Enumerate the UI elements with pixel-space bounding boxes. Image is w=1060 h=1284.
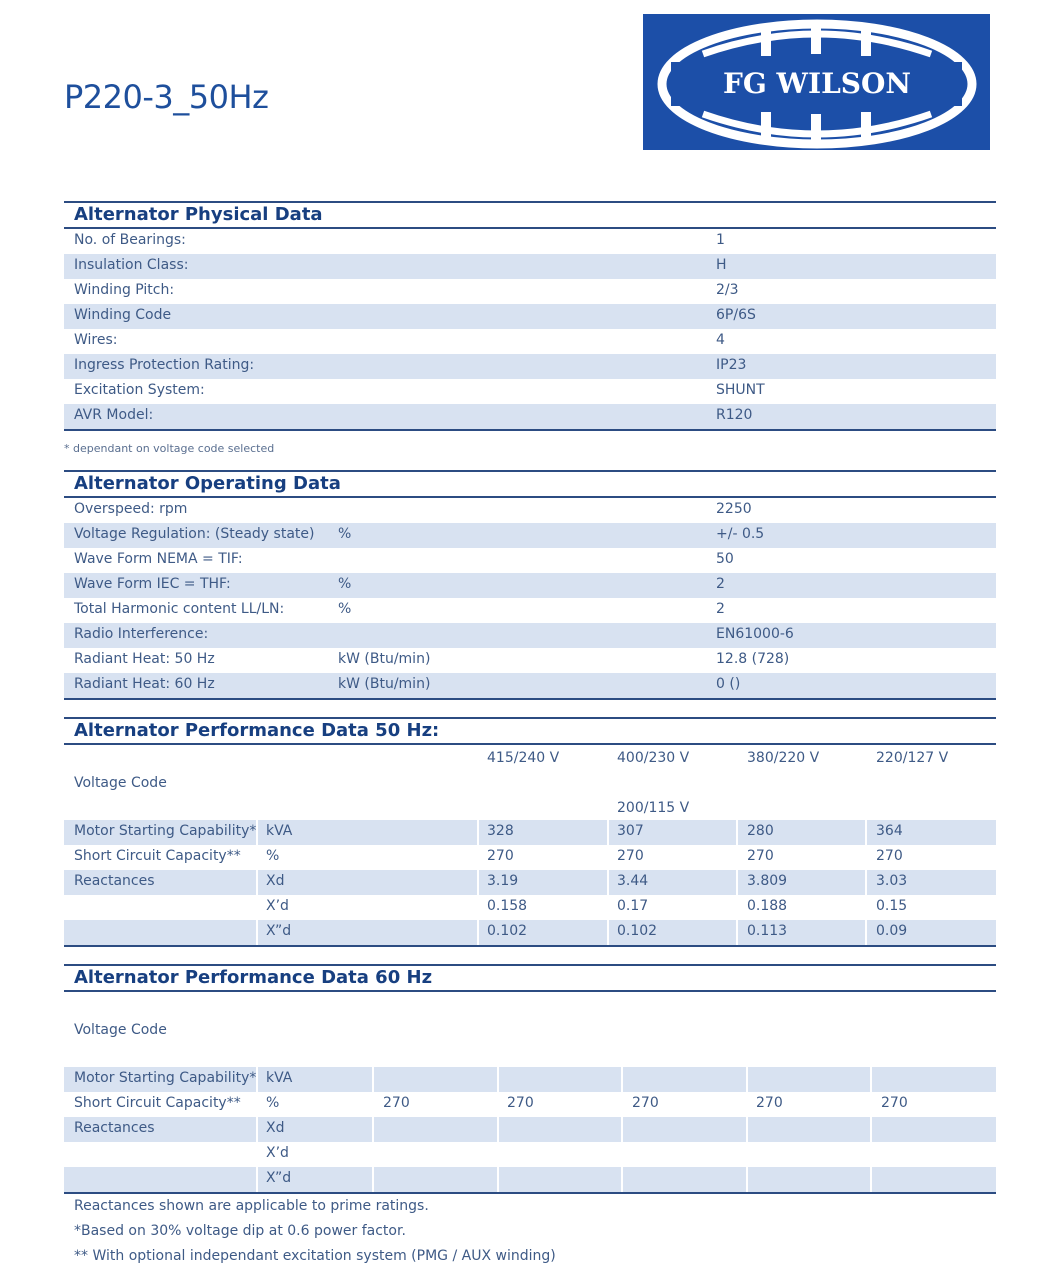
row-unit: Xd bbox=[266, 1120, 285, 1136]
row-label: Overspeed: rpm bbox=[74, 501, 188, 517]
row-value: 0.17 bbox=[617, 898, 649, 914]
row-unit: kVA bbox=[266, 823, 293, 839]
perf50-section bbox=[64, 717, 996, 947]
table-row bbox=[64, 354, 996, 379]
row-value: H bbox=[716, 257, 727, 273]
row-value: SHUNT bbox=[716, 382, 765, 398]
row-label: Ingress Protection Rating: bbox=[74, 357, 255, 373]
logo-text: FG WILSON bbox=[723, 67, 911, 100]
row-value: 270 bbox=[617, 848, 644, 864]
row-label: Insulation Class: bbox=[74, 257, 189, 273]
table-row bbox=[64, 498, 996, 523]
row-unit: % bbox=[266, 1095, 280, 1111]
row-value: 0.188 bbox=[747, 898, 788, 914]
row-value: IP23 bbox=[716, 357, 747, 373]
table-row bbox=[64, 820, 996, 845]
row-value: 307 bbox=[617, 823, 644, 839]
row-value: 328 bbox=[487, 823, 514, 839]
table-row bbox=[64, 623, 996, 648]
row-unit: Xd bbox=[266, 873, 285, 889]
row-value: 3.809 bbox=[747, 873, 788, 889]
row-value: 3.44 bbox=[617, 873, 649, 889]
row-label: Motor Starting Capability* bbox=[74, 1070, 257, 1086]
row-label: Radiant Heat: 60 Hz bbox=[74, 676, 215, 692]
row-unit: % bbox=[338, 601, 352, 617]
table-row bbox=[64, 523, 996, 548]
perf50-voltage-label: Voltage Code bbox=[74, 775, 167, 791]
row-value: 0.158 bbox=[487, 898, 528, 914]
row-value: 270 bbox=[881, 1095, 908, 1111]
table-row bbox=[64, 920, 996, 947]
row-value: 2250 bbox=[716, 501, 752, 517]
row-label: Wave Form NEMA = TIF: bbox=[74, 551, 243, 567]
table-row bbox=[64, 870, 996, 895]
row-unit: X’d bbox=[266, 898, 289, 914]
row-unit: kW (Btu/min) bbox=[338, 676, 431, 692]
row-value: 280 bbox=[747, 823, 774, 839]
row-value: R120 bbox=[716, 407, 753, 423]
row-value: 0.15 bbox=[876, 898, 908, 914]
row-value: 6P/6S bbox=[716, 307, 756, 323]
row-label: Reactances bbox=[74, 1120, 155, 1136]
table-row bbox=[64, 1092, 996, 1117]
table-row bbox=[64, 379, 996, 404]
table-row bbox=[64, 1117, 996, 1142]
row-value: 270 bbox=[747, 848, 774, 864]
footnote: ** With optional independant excitation system (PMG / AUX winding) bbox=[74, 1248, 556, 1264]
row-value: 364 bbox=[876, 823, 903, 839]
row-value: +/- 0.5 bbox=[716, 526, 765, 542]
row-value: 3.19 bbox=[487, 873, 519, 889]
row-value: 50 bbox=[716, 551, 734, 567]
row-value: EN61000-6 bbox=[716, 626, 794, 642]
row-label: Wires: bbox=[74, 332, 118, 348]
table-row bbox=[64, 895, 996, 920]
table-row bbox=[64, 304, 996, 329]
perf50-heading: Alternator Performance Data 50 Hz: bbox=[74, 720, 440, 741]
row-unit: X”d bbox=[266, 1170, 292, 1186]
physical-note: * dependant on voltage code selected bbox=[64, 442, 275, 455]
row-unit: % bbox=[338, 526, 352, 542]
voltage-code: 220/127 V bbox=[876, 750, 949, 766]
table-row bbox=[64, 404, 996, 431]
row-value: 3.03 bbox=[876, 873, 908, 889]
row-label: Excitation System: bbox=[74, 382, 205, 398]
table-row bbox=[64, 548, 996, 573]
table-row bbox=[64, 254, 996, 279]
perf50-voltage-block bbox=[64, 745, 996, 820]
row-unit: % bbox=[266, 848, 280, 864]
footnote: *Based on 30% voltage dip at 0.6 power factor. bbox=[74, 1223, 406, 1239]
row-value: 270 bbox=[632, 1095, 659, 1111]
row-label: Short Circuit Capacity** bbox=[74, 1095, 241, 1111]
row-label: Winding Code bbox=[74, 307, 172, 323]
row-unit: kW (Btu/min) bbox=[338, 651, 431, 667]
row-value: 0.102 bbox=[487, 923, 528, 939]
table-row bbox=[64, 673, 996, 700]
table-row bbox=[64, 1142, 996, 1167]
table-row bbox=[64, 573, 996, 598]
row-value: 270 bbox=[383, 1095, 410, 1111]
row-label: Radiant Heat: 50 Hz bbox=[74, 651, 215, 667]
row-value: 0 () bbox=[716, 676, 741, 692]
perf60-heading: Alternator Performance Data 60 Hz bbox=[74, 967, 433, 988]
voltage-code: 415/240 V bbox=[487, 750, 560, 766]
row-label: Reactances bbox=[74, 873, 155, 889]
row-value: 0.09 bbox=[876, 923, 908, 939]
voltage-code-extra: 200/115 V bbox=[617, 800, 690, 816]
table-row bbox=[64, 1067, 996, 1092]
fg-wilson-logo bbox=[643, 14, 990, 150]
row-label: AVR Model: bbox=[74, 407, 154, 423]
row-label: Winding Pitch: bbox=[74, 282, 175, 298]
table-row bbox=[64, 229, 996, 254]
page-title: P220-3_50Hz bbox=[64, 78, 269, 116]
perf60-section bbox=[64, 964, 996, 1194]
table-row bbox=[64, 845, 996, 870]
operating-data-section bbox=[64, 470, 996, 700]
row-label: Radio Interference: bbox=[74, 626, 209, 642]
row-unit: X’d bbox=[266, 1145, 289, 1161]
row-value: 270 bbox=[507, 1095, 534, 1111]
row-value: 270 bbox=[487, 848, 514, 864]
table-row bbox=[64, 329, 996, 354]
table-row bbox=[64, 1167, 996, 1194]
row-value: 2/3 bbox=[716, 282, 739, 298]
row-value: 0.113 bbox=[747, 923, 788, 939]
table-row bbox=[64, 598, 996, 623]
row-label: Voltage Regulation: (Steady state) bbox=[74, 526, 315, 542]
row-value: 1 bbox=[716, 232, 725, 248]
row-value: 2 bbox=[716, 576, 725, 592]
row-unit: X”d bbox=[266, 923, 292, 939]
physical-data-section bbox=[64, 201, 996, 431]
row-value: 270 bbox=[756, 1095, 783, 1111]
row-value: 0.102 bbox=[617, 923, 658, 939]
row-value: 12.8 (728) bbox=[716, 651, 790, 667]
row-unit: kVA bbox=[266, 1070, 293, 1086]
row-value: 270 bbox=[876, 848, 903, 864]
perf60-voltage-block bbox=[64, 992, 996, 1067]
footnote: Reactances shown are applicable to prime ratings. bbox=[74, 1198, 429, 1214]
row-unit: % bbox=[338, 576, 352, 592]
row-label: Total Harmonic content LL/LN: bbox=[74, 601, 285, 617]
row-label: Short Circuit Capacity** bbox=[74, 848, 241, 864]
perf60-voltage-label: Voltage Code bbox=[74, 1022, 167, 1038]
operating-heading: Alternator Operating Data bbox=[74, 473, 341, 494]
row-value: 2 bbox=[716, 601, 725, 617]
table-row bbox=[64, 279, 996, 304]
row-label: Wave Form IEC = THF: bbox=[74, 576, 231, 592]
row-label: No. of Bearings: bbox=[74, 232, 186, 248]
table-row bbox=[64, 648, 996, 673]
row-value: 4 bbox=[716, 332, 725, 348]
voltage-code: 380/220 V bbox=[747, 750, 820, 766]
row-label: Motor Starting Capability* bbox=[74, 823, 257, 839]
voltage-code: 400/230 V bbox=[617, 750, 690, 766]
physical-heading: Alternator Physical Data bbox=[74, 204, 323, 225]
